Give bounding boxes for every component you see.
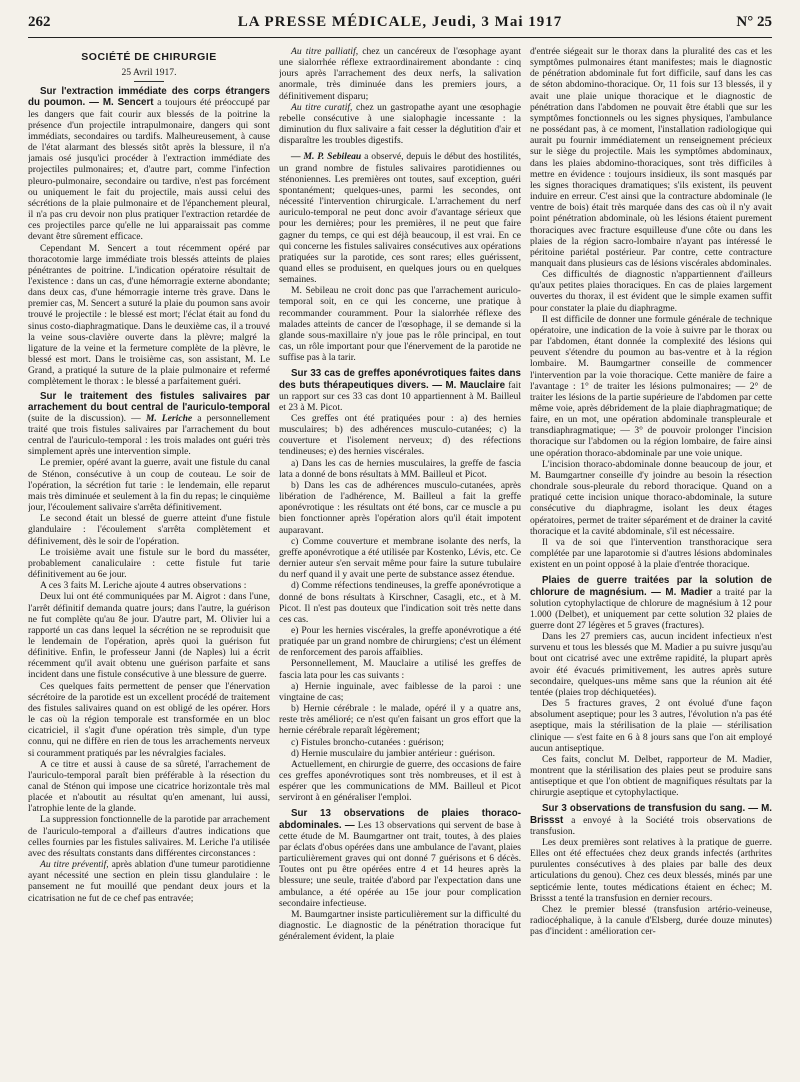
article-heading: Sur l'extraction immédiate des corps étrangers du poumon. — M. Sencert bbox=[28, 86, 270, 109]
article-paragraph: M. Sebileau ne croit donc pas que l'arrachement auriculo-temporal soit, en ce qui les concerne, une pratique à recommander couramment. Pour la sialorrhée réflexe des malades atteints de cancer de l'œsophage, il se demande si la glande sous-maxillaire n'y joue pas le rôle principal, en tout cas, un rôle important pour que l'énervement de la parotide ne suffise pas à la tarir. bbox=[279, 285, 521, 364]
article-paragraph: Des 5 fractures graves, 2 ont évolué d'une façon absolument aseptique; pour les 3 autres, l'évolution n'a pas été aseptique, mais la stérilisation de la plaie — stérilisation clinique — s'est faite en 6 à 8 jours sans que l'on ait employé aucun antiseptique. bbox=[530, 698, 772, 754]
section-title: SOCIÉTÉ DE CHIRURGIE bbox=[81, 51, 217, 63]
article-paragraph: Sur 3 observations de transfusion du sang. — M. Brissst a envoyé à la Société trois observations de transfusion. bbox=[530, 803, 772, 837]
article-paragraph: a) Dans les cas de hernies musculaires, la greffe de fascia lata a donné de bons résultats à MM. Bailleul et Picot. bbox=[279, 457, 521, 480]
column-3 bbox=[530, 46, 772, 1074]
column-1 bbox=[28, 46, 270, 1074]
article-paragraph: Le troisième avait une fistule sur le bord du masséter, probablement canaliculaire : cette fistule fut tarie définitivement au 6e jour. bbox=[28, 546, 270, 581]
article-paragraph: A ce titre et aussi à cause de sa sûreté, l'arrachement de l'auriculo-temporal paraît bien préférable à la résection du canal de Sténon qui impose une cicatrice horizontale très mal placée et n'aboutit au résultat qu'en amenant, lui aussi, l'atrophie lente de la glande. bbox=[28, 758, 270, 815]
article-heading: Sur 3 observations de transfusion du sang. — M. Brissst bbox=[530, 803, 772, 826]
article-paragraph: d) Comme réfections tendineuses, la greffe aponévrotique a donné de bons résultats à Kirschner, Casagli, etc., et à M. Picot. Il n'est pas douteux que l'indication soit très nette dans ces cas. bbox=[279, 580, 521, 625]
article-paragraph: b) Hernie cérébrale : le malade, opéré il y a quatre ans, reste très amélioré; ce n'est qu'en faisant un gros effort que la hernie cérébrale reparaît légèrement; bbox=[279, 703, 521, 737]
article-paragraph: d'entrée siégeait sur le thorax dans la pluralité des cas et les symptômes pulmonaires étant manifestes; mais le diagnostic de pénétration abdominale fut fort difficile, sauf dans les cas de séton abdomino-thoracique. Or, 11 fois sur 13 blessés, il y avait une plaie unique thoracique et le diagnostic de pénétration dans l'abdomen ne pouvait être établi que sur les symptômes fonctionnels ou les signes physiques, l'ambulance ne possédant pas, à ce moment, l'installation radiologique qui aurait pu fournir immédiatement un renseignement précieux sur le siège du projectile. Mais les symptômes abdominaux, dans les plaies abdomino-thoraciques, sont très difficiles à mettre en évidence : toujours insidieux, ils sont masqués par les signes thoraciques dramatiques; s'ils existent, ils peuvent induire en erreur. C'est ainsi que la contracture abdominale (le ventre de bois) était très marquée dans des cas où il n'y avait point pénétration abdominale, où les lésions étaient purement thoraciques avec fracture esquilleuse d'une côte ou dans les plaies de la région sacro-lombaire n'ayant pas intéressé le péritoine pariétal postérieur. Par contre, cette contracture manquait dans plusieurs cas de lésions viscérales abdominales. bbox=[530, 46, 772, 269]
article-paragraph: La suppression fonctionnelle de la parotide par arrachement de l'auriculo-temporal a d'ailleurs d'autres indications que celles fournies par les fistules salivaires. M. Leriche l'a utilisée avec des résultats constants dans différentes circonstances : bbox=[28, 814, 270, 859]
article-paragraph: Au titre préventif, après ablation d'une tumeur parotidienne ayant nécessité une section en plein tissu glandulaire : le pansement ne fut mouillé que pendant deux jours et la cicatrisation ne fut de ce chef pas entravée; bbox=[28, 859, 270, 904]
article-paragraph: Deux lui ont été communiquées par M. Aigrot : dans l'une, l'arrêt définitif demanda quatre jours; dans l'autre, la guérison ne fut complète qu'au 8e jour. D'autre part, M. Olivier lui a rapporté un cas dans lequel la sécrétion ne se reproduisit que le lendemain de l'opération, après quoi la guérison fut définitive. Enfin, le professeur Janni (de Naples) lui a écrit récemment qu'il avait obtenu une guérison parfaite et sans incident dans une fistule consécutive à une blessure de guerre. bbox=[28, 591, 270, 681]
article-paragraph: Il va de soi que l'intervention transthoracique sera complétée par une laparotomie si d'autres lésions abdominales existent en un point opposé à la plaie d'entrée thoracique. bbox=[530, 536, 772, 571]
section-date: 25 Avril 1917. bbox=[28, 67, 270, 82]
page-header bbox=[28, 14, 772, 36]
article-paragraph: Dans les 27 premiers cas, aucun incident infectieux n'est survenu et tous les blessés que M. Madier a pu suivre jusqu'au bout ont cicatrisé avec une extrême rapidité, la plupart après avoir été évacués primitivement, les autres après suture secondaire, quelques-uns même sans que la réunion ait été tentée (plaies trop déchiquetées). bbox=[530, 631, 772, 698]
article-paragraph: Ces greffes ont été pratiquées pour : a) des hernies musculaires; b) des adhérences musculo-cutanées; c) la couverture et l'isolement nerveux; d) des réfections tendineuses; e) des hernies viscérales. bbox=[279, 413, 521, 458]
article-paragraph: b) Dans les cas de adhérences musculo-cutanées, après libération de l'adhérence, M. Bailleul a fait la greffe aponévrotique : les résultats ont été bons, car ce muscle a pu bien fonctionner après l'opération alors qu'il était impotent auparavant. bbox=[279, 479, 521, 536]
article-paragraph: Cependant M. Sencert a tout récemment opéré par thoracotomie large immédiate trois blessés atteints de plaies pénétrantes de poitrine. L'indication opératoire résultait de l'existence : dans un cas, d'une hémorragie externe abondante; dans deux cas, d'une hémorragie interne très grave. Dans le premier cas, M. Sencert a suturé la plaie du poumon sans avoir trouvé le projectile : le blessé est mort; l'éclat était au fond du sinus costo-diaphragmatique. Dans le deuxième cas, il a trouvé la veine sous-clavière ouverte dans la plèvre; malgré la ligature de la veine et la fermeture complète de la plèvre, le blessé est mort. Dans le troisième cas, son assistant, M. Le Grand, a pratiqué la suture de la plaie pulmonaire et refermé complètement le thorax : le blessé a parfaitement guéri. bbox=[28, 242, 270, 388]
article-paragraph: d) Hernie musculaire du jambier antérieur : guérison. bbox=[291, 747, 496, 759]
article-paragraph: Ces difficultés de diagnostic n'appartiennent d'ailleurs qu'aux petites plaies thoraciques. En cas de plaies largement ouvertes du thorax, il est évident que le simple examen suffit pour constater la plaie du diaphragme. bbox=[530, 269, 772, 314]
article-paragraph: Sur le traitement des fistules salivaires par arrachement du bout central de l'auriculo-temporal (suite de la discussion). — M. Leriche a personnellement traité que trois fistules salivaires par l'arrachement du bout central de l'auriculo-temporal : les trois malades ont guéri très simplement après une intervention simple. bbox=[28, 390, 270, 458]
article-paragraph: Ces faits, conclut M. Delbet, rapporteur de M. Madier, montrent que la stérilisation des plaies peut se produire sans antiseptique et que l'on obtient de magnifiques résultats par la chirurgie aseptique et cytophylactique. bbox=[530, 753, 772, 799]
article-paragraph: Actuellement, en chirurgie de guerre, des occasions de faire ces greffes aponévrotiques sont très nombreuses, et il est à espérer que les communications de MM. Bailleul et Picot serviront à en généraliser l'emploi. bbox=[279, 758, 521, 804]
article-paragraph: c) Fistules broncho-cutanées : guérison; bbox=[291, 736, 444, 748]
article-paragraph: c) Comme couverture et membrane isolante des nerfs, la greffe aponévrotique a été utilisée par Kostenko, Lévis, etc. Ce dernier auteur s'en servait même pour faire la suture tubulaire du nerf quand il y avait une perte de substance assez étendue. bbox=[279, 535, 521, 581]
article-heading: Plaies de guerre traitées par la solution de chlorure de magnésium. — M. Madier bbox=[530, 575, 772, 598]
article-paragraph: Sur l'extraction immédiate des corps étrangers du poumon. — M. Sencert a toujours été préoccupé par les dangers que fait courir aux blessés de la poitrine la présence d'un projectile intrapulmonaire, dangers qui sont immédiats, secondaires ou tardifs. Malheureusement, à cause de l'état alarmant des blessés sitôt après la blessure, il n'a jamais osé jusqu'ici procéder à l'extraction immédiate des projectiles pulmonaires; et, d'autre part, comme l'infection pleuro-pulmonaire, secondaire ou tardive, n'est pas forcément ou uniquement le fait du projectile, mais aussi celui des sécrétions de la plaie pulmonaire et de l'épanchement pleural, il n'a pas cru devoir non plus pratiquer l'extraction retardée de ces projectiles parce qu'elle ne lui apparaissait pas comme devant être sûrement efficace. bbox=[28, 86, 270, 243]
article-paragraph: Le second était un blessé de guerre atteint d'une fistule glandulaire : l'écoulement s'arrêta complètement et définivement, dès le soir de l'opération. bbox=[28, 513, 270, 547]
article-paragraph: Les deux premières sont relatives à la pratique de guerre. Elles ont été effectuées chez deux grands infectés (arthrites purulentes consécutives à des plaies par balle des deux articulations du genou). Chez ces deux blessés, minés par une septicémie lente, toutes médications étaient en échec; M. Brissst a tenté la transfusion en dernier recours. bbox=[530, 836, 772, 904]
article-paragraph: a) Hernie inguinale, avec faiblesse de la paroi : une vingtaine de cas; bbox=[279, 680, 521, 703]
article-paragraph: Le premier, opéré avant la guerre, avait une fistule du canal de Sténon, consécutive à un coup de couteau. Le soir de l'opération, la sécrétion fut tarie : le lendemain, elle reparut mais très diminuée et seulement à la fin du repas; le cinquième jour, l'écoulement salivaire s'arrêta définitivement. bbox=[28, 457, 270, 514]
article-heading: Sur 33 cas de greffes aponévrotiques faites dans des buts thérapeutiques divers. — M. Mauclaire bbox=[279, 368, 521, 391]
article-paragraph: L'incision thoraco-abdominale donne beaucoup de jour, et M. Baumgartner conseille d'y joindre au besoin la résection chondrale sous-pleurale du rebord thoracique. Quand on a pratiqué cette incision unique thoraco-abdominale, la suture consécutive du diaphragme, isolant les deux étages opératoires, permet de traiter séparément et de drainer la cavité thoracique et la cavité abdominale, s'il est nécessaire. bbox=[530, 458, 772, 537]
article-paragraph: Ces quelques faits permettent de penser que l'énervation sécrétoire de la parotide est un excellent procédé de traitement des fistules salivaires quand on est obligé de les opérer. Hors le cas où la région temporale est transformée en un bloc cicatriciel, il s'agit d'une opération très simple, d'un type connu, qui ne diffère en rien de tous les arrachements nerveux si couramment pratiqués par les névralgies faciales. bbox=[28, 680, 270, 759]
column-2 bbox=[279, 46, 521, 1074]
article-paragraph: Au titre curatif, chez un gastropathe ayant une œsophagie rebelle consécutive à une sialophagie incessante : la diminution du flux salivaire a fait cesser la déglutition d'air et disparaître les troubles digestifs. bbox=[279, 101, 521, 147]
article-paragraph: Sur 13 observations de plaies thoraco-abdominales. — Les 13 observations qui servent de base à cette étude de M. Baumgartner ont trait, toutes, à des plaies par éclats d'obus opérées dans une ambulance de l'avant, plaies particulièrement graves qui ont donné 7 guérisons et 6 décès. Toutes ont pu être opérées entre 4 et 14 heures après la blessure; une seule, traitée d'abord par l'expectation dans une ambulance, a été opérée au 15e jour pour complication secondaire infectieuse. bbox=[279, 808, 521, 909]
header-rule bbox=[28, 37, 772, 38]
article-heading: Sur 13 observations de plaies thoraco-abdominales. — bbox=[279, 808, 521, 831]
article-paragraph: Il est difficile de donner une formule générale de technique opératoire, une indication de la voie à suivre par le thorax ou par l'abdomen, étant donnée la complexité des lésions qui peuvent s'étendre du poumon au bas-ventre et à la région lombaire. M. Baumgartner conseille de commencer l'intervention par la voie thoracique. Cette manière de faire a l'avantage : 1° de traiter les lésions pulmonaires; — 2° de traiter les lésions de la partie supérieure de l'abdomen par cette même voie, après débridement de la plaie diaphragmatique; de faire, en un mot, une opération abdominale transpleurale et transdiaphragmatique; — 3° de pouvoir prolonger l'incision thoracique sur l'abdomen ou la région lombaire, de faire ainsi une opération thoraco-abdominale par une voie unique. bbox=[530, 313, 772, 459]
article-paragraph: Chez le premier blessé (transfusion artério-veineuse, radiocéphalique, à la canule d'Elsberg, durée douze minutes) pas d'incident : amélioration cer- bbox=[530, 903, 772, 938]
article-paragraph: M. Baumgartner insiste particulièrement sur la difficulté du diagnostic. Le diagnostic de la pénétration thoracique fut généralement évident, la plaie bbox=[279, 908, 521, 943]
article-paragraph: Au titre palliatif, chez un cancéreux de l'œsophage ayant une sialorrhée réflexe extraordinairement abondante : cinq jours après l'arrachement des deux nerfs, la salivation anormale, très diminuée dans les premiers jours, a définitivement disparu; bbox=[279, 46, 521, 102]
article-heading: Sur le traitement des fistules salivaires par arrachement du bout central de l'auriculo-temporal bbox=[28, 390, 270, 413]
journal-title: LA PRESSE MÉDICALE, Jeudi, 3 Mai 1917 bbox=[237, 14, 563, 30]
issue-number: N° 25 bbox=[736, 14, 772, 30]
article-paragraph: Sur 33 cas de greffes aponévrotiques faites dans des buts thérapeutiques divers. — M. Mauclaire fait un rapport sur ces 33 cas dont 10 appartiennent à M. Bailleul et 23 à M. Picot. bbox=[279, 368, 521, 413]
page-number: 262 bbox=[28, 14, 51, 30]
article-paragraph: Plaies de guerre traitées par la solution de chlorure de magnésium. — M. Madier a traité par la solution cytophylactique de chlorure de magnésium à 12 pour 1.000 (Delbet), et uniquement par cette solution 32 plaies de guerre dont 27 légères et 5 graves (fractures). bbox=[530, 575, 772, 631]
article-paragraph: — M. P. Sebileau a observé, depuis le début des hostilités, un grand nombre de fistules salivaires parotidiennes ou sténoniennes. Les premières ont toutes, sauf exception, guéri spontanément; quelques-unes, parmi les secondes, ont nécessité l'intervention chirurgicale. L'arrachement du nerf auriculo-temporal ne peut donc avoir d'avantage sérieux que pour les dernières; pour les premières, il ne peut que faire gagner du temps, ce qui est déjà beaucoup, il est vrai. En ce qui concerne les fistules salivaires consécutives aux opérations pratiquées sur la parotide, ces sont rares; elles guérissent, quand elles se produisent, en quelques jours ou en quelques semaines. bbox=[279, 151, 521, 286]
article-paragraph: A ces 3 faits M. Leriche ajoute 4 autres observations : bbox=[40, 580, 247, 592]
article-paragraph: e) Pour les hernies viscérales, la greffe aponévrotique a été pratiquée par un grand nombre de chirurgiens; c'est un élément de renforcement des parois affaiblies. bbox=[279, 624, 521, 659]
article-paragraph: Personnellement, M. Mauclaire a utilisé les greffes de fascia lata pour les cas suivants : bbox=[279, 658, 521, 681]
